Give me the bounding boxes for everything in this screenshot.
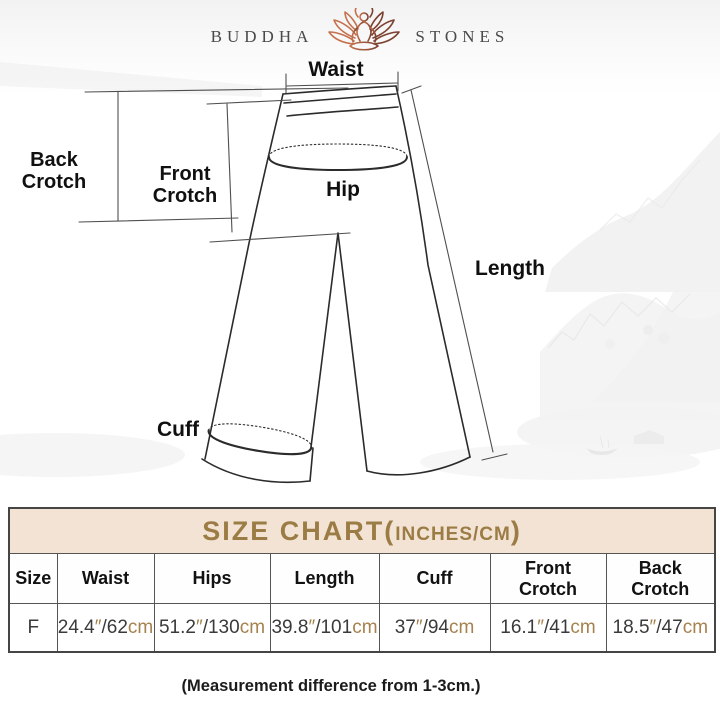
slash: / [202,616,208,638]
slash: / [315,616,321,638]
header-back-crotch-line2: Crotch [631,578,690,599]
inch-mark: ″ [649,616,657,638]
lotus-left-petals [329,8,358,44]
hips-inches: 51.2 [158,616,196,638]
header-cuff-text: Cuff [416,568,453,589]
header-length [270,554,379,604]
brand-word-left: BUDDHA [210,27,314,46]
cell-waist [57,604,154,653]
back-crotch-cm: 47 [661,616,683,638]
slash: / [656,616,662,638]
slash: / [543,616,550,638]
size-chart-title-main: SIZE CHART( [202,515,396,546]
cell-length [270,604,379,653]
inch-mark: ″ [415,616,423,638]
front-crotch-label-line2: Crotch [152,185,218,207]
header-length-text: Length [294,568,355,589]
measurement-footnote: (Measurement difference from 1-3cm.) [181,677,481,695]
cm-unit: cm [239,616,266,638]
cm-unit: cm [570,616,596,638]
lotus-icon [326,8,402,58]
waist-inches: 24.4 [57,616,95,638]
cm-unit: cm [127,616,154,638]
inch-mark: ″ [308,616,316,638]
waist-cm: 62 [106,616,128,638]
cell-size [9,604,57,653]
size-chart-title-row [9,508,715,554]
hips-cm: 130 [207,616,240,638]
front-crotch-inches: 16.1 [500,616,538,638]
cell-front-crotch [490,604,606,653]
meditating-figure [350,13,378,50]
cuff-label: Cuff [157,418,199,441]
hip-ellipse [269,144,407,170]
header-front-crotch [490,554,606,604]
size-chart-title-sub: INCHES/CM [395,523,511,545]
cell-cuff [379,604,490,653]
cuff-inches: 37 [394,616,416,638]
front-crotch-label-line1: Front [159,163,211,185]
length-label: Length [475,257,545,280]
back-crotch-label-line2: Crotch [21,171,87,193]
inch-mark: ″ [94,616,102,638]
size-chart-table [8,507,716,653]
inch-mark: ″ [195,616,203,638]
back-crotch-inches: 18.5 [612,616,650,638]
cuff-ellipse [207,419,314,460]
waist-label: Waist [308,58,364,81]
cm-unit: cm [352,616,378,638]
cm-unit: cm [448,616,475,638]
length-inches: 39.8 [271,616,309,638]
brand-logo [0,8,720,58]
measurement-lines [79,72,507,460]
header-back-crotch-line1: Back [638,558,682,579]
hip-label: Hip [326,178,360,201]
size-chart-data-row [9,604,715,653]
header-waist [57,554,154,604]
front-crotch-cm: 41 [549,616,571,638]
slash: / [101,616,107,638]
header-front-crotch-line2: Crotch [519,578,577,599]
size-chart-title [9,508,715,554]
size-chart-title-close: ) [510,515,522,546]
length-cm: 101 [320,616,353,638]
header-size-text: Size [15,568,52,589]
header-cuff [379,554,490,604]
back-crotch-label-line1: Back [30,149,78,171]
header-waist-text: Waist [81,568,130,589]
lotus-right-petals [370,8,399,44]
header-hips [154,554,270,604]
header-front-crotch-line1: Front [525,558,571,579]
header-hips-text: Hips [192,568,232,589]
slash: / [422,616,428,638]
cm-unit: cm [682,616,709,638]
header-size [9,554,57,604]
cell-back-crotch [606,604,715,653]
pants-outline [202,86,470,482]
size-chart-header-row [9,554,715,604]
cuff-cm: 94 [427,616,449,638]
cell-hips [154,604,270,653]
brand-word-right: STONES [415,27,510,46]
size-value: F [27,616,40,638]
header-back-crotch [606,554,715,604]
inch-mark: ″ [537,616,544,638]
